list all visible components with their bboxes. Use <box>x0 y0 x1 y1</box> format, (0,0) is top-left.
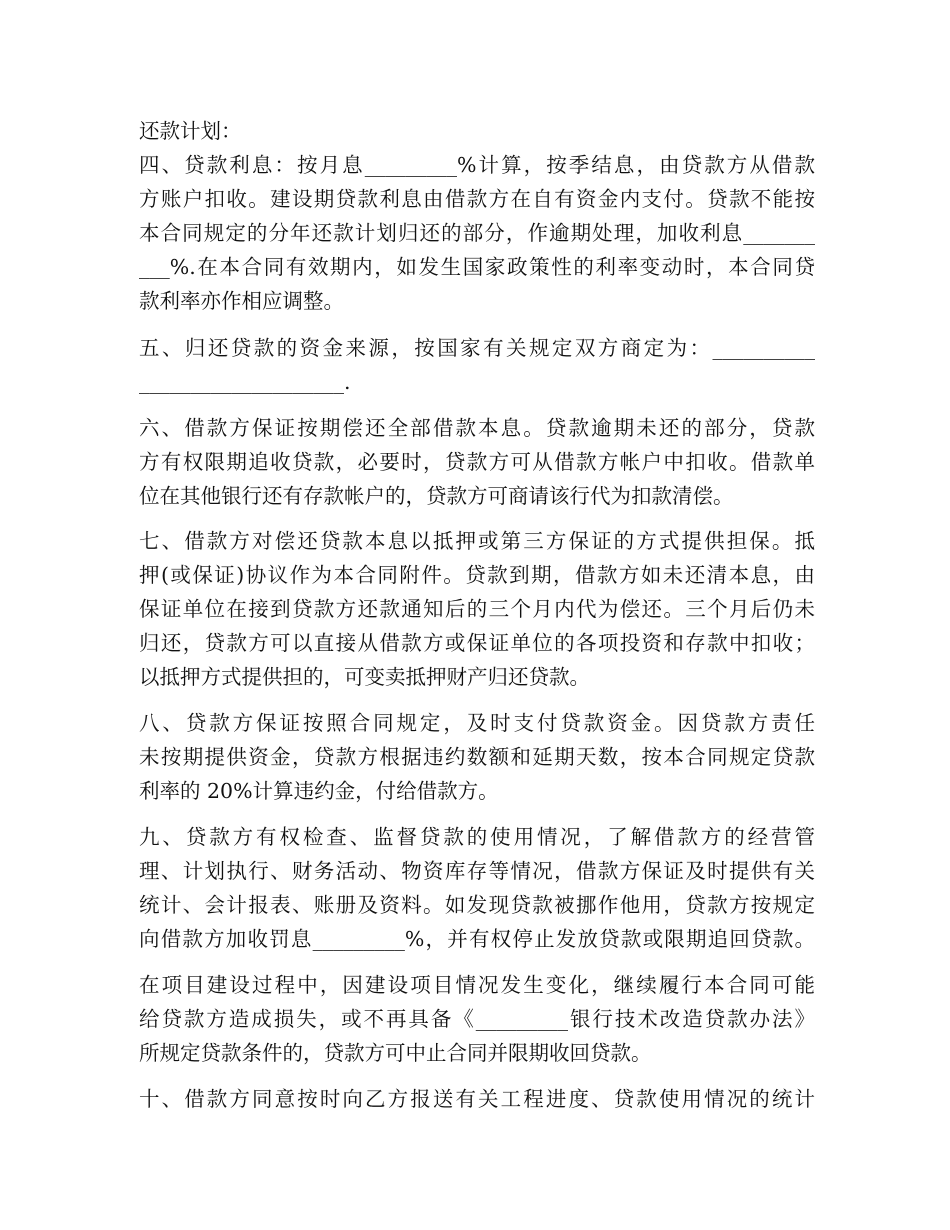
text-line-13: 押(或保证)协议作为本合同附件。贷款到期，借款方如未还清本息，由 <box>139 563 815 587</box>
text-line-27: 十、借款方同意按时向乙方报送有关工程进度、贷款使用情况的统计 <box>139 1087 815 1111</box>
text-line-10: 方有权限期追收贷款，必要时，贷款方可从借款方帐户中扣收。借款单 <box>139 450 815 474</box>
text-line-3: 方账户扣收。建设期贷款利息由借款方在自有资金内支付。贷款不能按 <box>139 187 815 211</box>
text-line-11: 位在其他银行还有存款帐户的，贷款方可商请该行代为扣款清偿。 <box>139 484 734 508</box>
text-line-17: 八、贷款方保证按照合同规定，及时支付贷款资金。因贷款方责任 <box>139 711 815 735</box>
text-line-14: 保证单位在接到贷款方还款通知后的三个月内代为偿还。三个月后仍未 <box>139 597 815 621</box>
text-line-23: 向借款方加收罚息_________%，并有权停止发放贷款或限期追回贷款。 <box>139 927 815 951</box>
text-line-26: 所规定贷款条件的，贷款方可中止合同并限期收回贷款。 <box>139 1041 652 1065</box>
text-line-21: 理、计划执行、财务活动、物资库存等情况，借款方保证及时提供有关 <box>139 859 815 883</box>
text-line-20: 九、贷款方有权检查、监督贷款的使用情况，了解借款方的经营管 <box>139 825 815 849</box>
text-line-6: 款利率亦作相应调整。 <box>139 289 344 313</box>
text-line-15: 归还，贷款方可以直接从借款方或保证单位的各项投资和存款中扣收； <box>139 631 815 655</box>
text-line-5: ___%.在本合同有效期内，如发生国家政策性的利率变动时，本合同贷 <box>139 255 815 279</box>
text-line-18: 未按期提供资金，贷款方根据违约数额和延期天数，按本合同规定贷款 <box>139 745 815 769</box>
text-line-16: 以抵押方式提供担的，可变卖抵押财产归还贷款。 <box>139 665 590 689</box>
text-line-2: 四、贷款利息：按月息_________%计算，按季结息，由贷款方从借款 <box>139 153 815 177</box>
text-line-24: 在项目建设过程中，因建设项目情况发生变化，继续履行本合同可能 <box>139 973 815 997</box>
text-line-19: 利率的 20%计算违约金，付给借款方。 <box>139 779 499 803</box>
text-line-8: ____________________. <box>139 370 351 394</box>
text-line-4: 本合同规定的分年还款计划归还的部分，作逾期处理，加收利息_______ <box>139 221 815 245</box>
text-line-7: 五、归还贷款的资金来源，按国家有关规定双方商定为：__________ <box>139 336 815 360</box>
text-line-1: 还款计划： <box>139 119 242 143</box>
text-line-12: 七、借款方对偿还贷款本息以抵押或第三方保证的方式提供担保。抵 <box>139 529 815 553</box>
text-line-25: 给贷款方造成损失，或不再具备《_________银行技术改造贷款办法》 <box>139 1007 815 1031</box>
text-line-9: 六、借款方保证按期偿还全部借款本息。贷款逾期未还的部分，贷款 <box>139 416 815 440</box>
text-line-22: 统计、会计报表、账册及资料。如发现贷款被挪作他用，贷款方按规定 <box>139 893 815 917</box>
